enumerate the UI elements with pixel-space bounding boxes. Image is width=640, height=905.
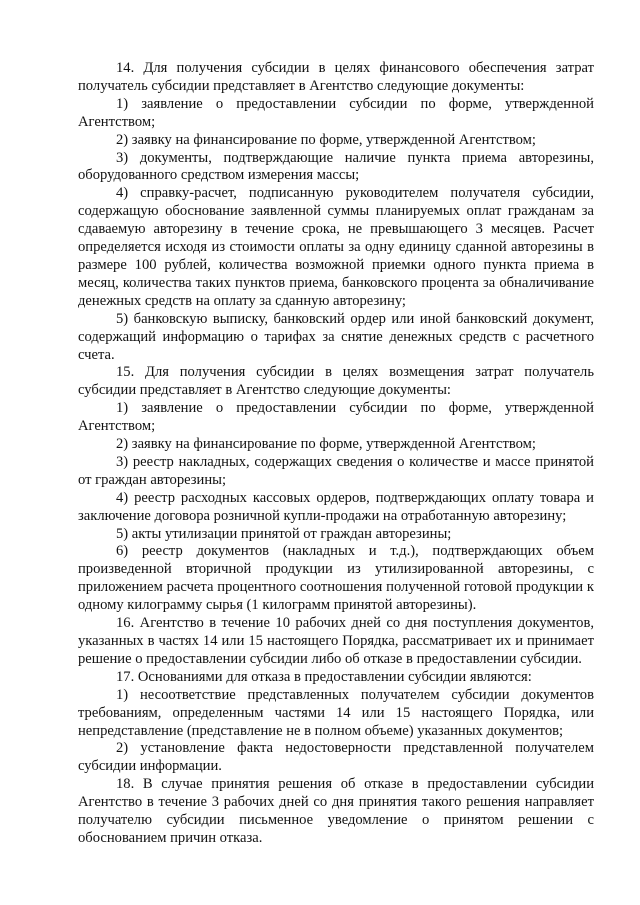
paragraph-18: 18. В случае принятия решения об отказе в предоставлении субсидии Агентство в течение 3 рабочих дней со дня принятия такого решения направляет получателю субсидии письменное уведомление о принятом решении с обоснованием причин отказа.: [78, 776, 594, 846]
paragraph-17: 17. Основаниями для отказа в предоставлении субсидии являются:: [116, 668, 532, 685]
paragraph-14-item-1: 1) заявление о предоставлении субсидии по форме, утвержденной Агентством;: [78, 95, 594, 130]
paragraph-14-item-2: 2) заявку на финансирование по форме, утвержденной Агентством;: [116, 131, 536, 148]
paragraph-17-item-2: 2) установление факта недостоверности представленной получателем субсидии информации.: [78, 740, 594, 775]
paragraph-15: 15. Для получения субсидии в целях возмещения затрат получатель субсидии представляет в Агентство следующие документы:: [78, 364, 594, 399]
paragraph-14: 14. Для получения субсидии в целях финансового обеспечения затрат получатель субсидии представляет в Агентство следующие документы:: [78, 60, 594, 94]
paragraph-17-item-1: 1) несоответствие представленных получателем субсидии документов требованиям, определенным частями 14 или 15 настоящего Порядка, или непредставление (представление не в полном объеме) указанных документов;: [78, 686, 594, 739]
paragraph-15-item-2: 2) заявку на финансирование по форме, утвержденной Агентством;: [116, 436, 536, 453]
document-page: [78, 60, 594, 848]
paragraph-15-item-5: 5) акты утилизации принятой от граждан авторезины;: [116, 525, 452, 542]
paragraph-15-item-1: 1) заявление о предоставлении субсидии по форме, утвержденной Агентством;: [78, 400, 594, 435]
paragraph-14-item-3: 3) документы, подтверждающие наличие пункта приема авторезины, оборудованного средством измерения массы;: [78, 149, 594, 184]
paragraph-15-item-4: 4) реестр расходных кассовых ордеров, подтверждающих оплату товара и заключение договора розничной купли-продажи на отработанную авторезину;: [78, 489, 594, 524]
paragraph-14-item-5: 5) банковскую выписку, банковский ордер или иной банковский документ, содержащий информацию о тарифах за снятие денежных средств с расчетного счета.: [78, 310, 594, 363]
paragraph-15-item-6: 6) реестр документов (накладных и т.д.), подтверждающих объем произведенной вторичной продукции из утилизированной авторезины, с приложением расчета процентного соотношения полученной готовой продукции к одному килограмму сырья (1 килограмм принятой авторезины).: [78, 543, 594, 614]
paragraph-14-item-4: 4) справку-расчет, подписанную руководителем получателя субсидии, содержащую обоснование заявленной суммы планируемых оплат гражданам за сдаваемую авторезину в течение срока, не превышающего 3 месяцев. Расчет определяется исходя из стоимости оплаты за одну единицу сданной авторезины в размере 100 рублей, количества возможной приемки одного пункта приема в месяц, количества таких пунктов приема, банковского процента за обналичивание денежных средств на оплату за сданную авторезину;: [78, 185, 594, 309]
paragraph-15-item-3: 3) реестр накладных, содержащих сведения о количестве и массе принятой от граждан авторезины;: [78, 453, 594, 488]
paragraph-16: 16. Агентство в течение 10 рабочих дней со дня поступления документов, указанных в частях 14 или 15 настоящего Порядка, рассматривает их и принимает решение о предоставлении субсидии либо об отказе в предоставлении субсидии.: [78, 615, 594, 667]
